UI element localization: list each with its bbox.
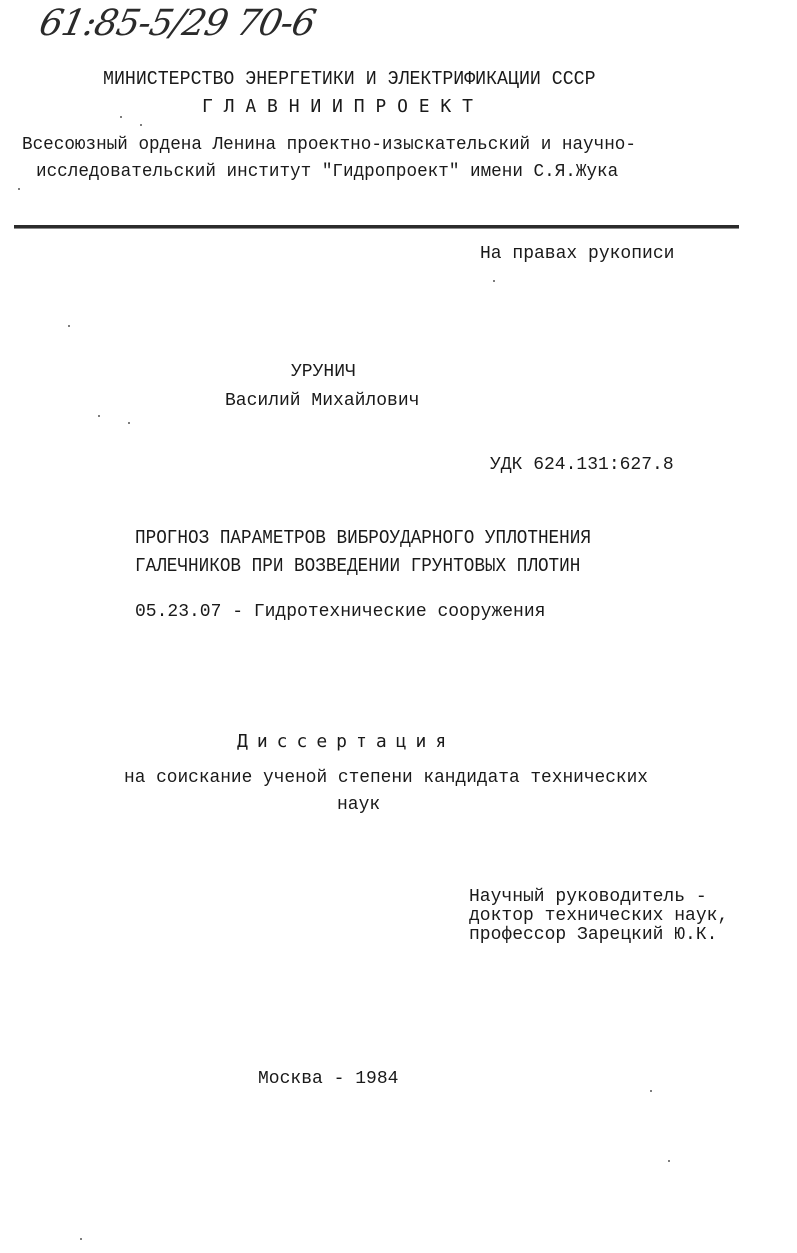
ministry-heading: МИНИСТЕРСТВО ЭНЕРГЕТИКИ И ЭЛЕКТРИФИКАЦИИ СССР — [103, 68, 596, 90]
manuscript-note: На правах рукописи — [480, 244, 675, 264]
author-name: Василий Михайлович — [225, 391, 420, 411]
scan-speck — [650, 1090, 652, 1092]
degree-line-2: наук — [337, 795, 381, 815]
header-divider — [14, 225, 739, 229]
scan-speck — [668, 1160, 670, 1162]
scan-speck — [140, 124, 142, 126]
city-year: Москва - 1984 — [258, 1069, 399, 1089]
specialty-code: 05.23.07 - Гидротехнические сооружения — [135, 602, 546, 622]
institute-line-1: Всесоюзный ордена Ленина проектно-изыскательский и научно- — [22, 135, 636, 155]
supervisor-line-3: профессор Зарецкий Ю.К. — [469, 925, 718, 945]
scan-speck — [68, 325, 70, 327]
author-surname: УРУНИЧ — [291, 362, 356, 382]
institute-line-2: исследовательский институт "Гидропроект" имени С.Я.Жука — [36, 162, 619, 182]
scan-speck — [80, 1238, 82, 1240]
title-line-2: ГАЛЕЧНИКОВ ПРИ ВОЗВЕДЕНИИ ГРУНТОВЫХ ПЛОТИН — [135, 555, 581, 577]
udk-code: УДК 624.131:627.8 — [490, 455, 674, 475]
scan-speck — [98, 415, 100, 417]
supervisor-line-2: доктор технических наук, — [469, 906, 729, 926]
dissertation-label: Диссертация — [237, 731, 456, 752]
scan-speck — [493, 280, 495, 282]
scan-speck — [120, 116, 122, 118]
organization-heading: Г Л А В Н И И П Р О Е К Т — [202, 96, 473, 117]
scan-speck — [128, 422, 130, 424]
supervisor-line-1: Научный руководитель - — [469, 887, 707, 907]
degree-line-1: на соискание ученой степени кандидата технических — [124, 768, 649, 788]
title-line-1: ПРОГНОЗ ПАРАМЕТРОВ ВИБРОУДАРНОГО УПЛОТНЕНИЯ — [135, 527, 591, 549]
handwritten-archive-note: 61:85-5/29 70-6 — [35, 3, 319, 44]
scan-speck — [18, 188, 20, 190]
